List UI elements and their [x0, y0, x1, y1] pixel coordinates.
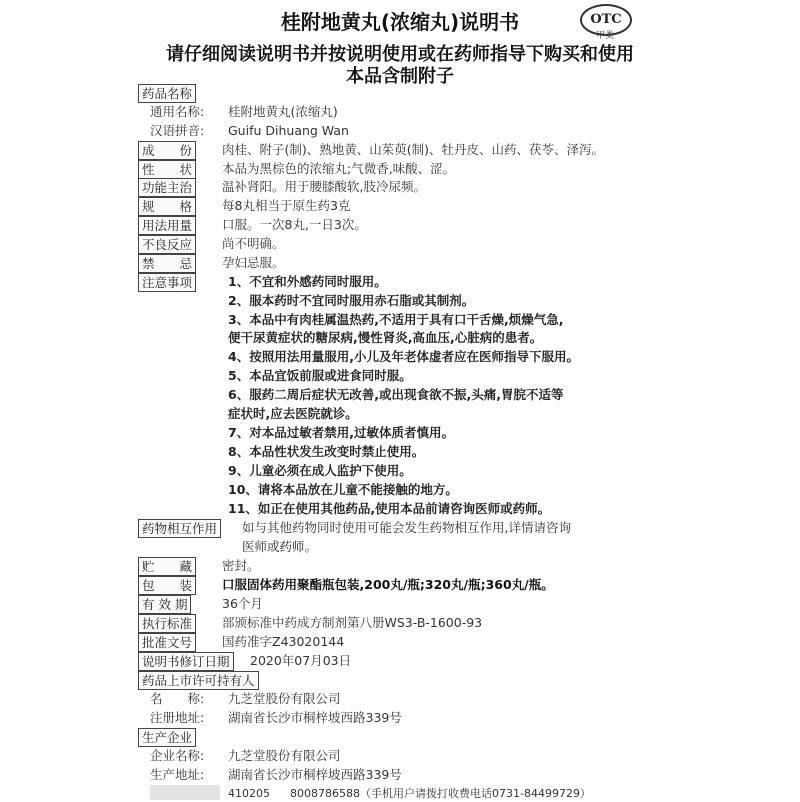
- revision-label: 说明书修订日期: [138, 652, 234, 671]
- common-name-row: [0, 103, 800, 123]
- usage-warning-line: 请仔细阅读说明书并按说明使用或在药师指导下购买和使用: [166, 44, 634, 65]
- precaution-item: 7、对本品过敏者禁用,过敏体质者慎用。: [228, 425, 454, 440]
- package-value: 口服固体药用聚酯瓶包装,200丸/瓶;320丸/瓶;360丸/瓶。: [222, 577, 554, 592]
- precaution-item: 6、服药二周后症状无改善,或出现食欲不振,头痛,胃脘不适等: [228, 387, 564, 402]
- properties-row: [0, 160, 800, 180]
- holder-section: [0, 671, 800, 691]
- indications-value: 温补肾阳。用于腰膝酸软,肢冷尿频。: [222, 179, 426, 194]
- precaution-item: 5、本品宜饭前服或进食同时服。: [228, 368, 412, 383]
- pinyin-row: [0, 122, 800, 142]
- ingredients-value: 肉桂、附子(制)、熟地黄、山茱萸(制)、牡丹皮、山药、茯苓、泽泻。: [222, 142, 605, 157]
- precaution-item: 8、本品性状发生改变时禁止使用。: [228, 444, 425, 459]
- standard-value: 部颁标准中药成方制剂第八册WS3-B-1600-93: [222, 615, 483, 630]
- ingredients-row: [0, 141, 800, 161]
- revision-row: [0, 652, 800, 672]
- approval-label: 批准文号: [138, 633, 196, 652]
- holder-name-row: [0, 690, 800, 710]
- validity-value: 36个月: [222, 596, 263, 611]
- otc-badge: OTC: [580, 4, 632, 36]
- redacted-area: [150, 785, 220, 800]
- storage-label: 贮 藏: [138, 557, 196, 576]
- approval-row: [0, 633, 800, 653]
- manufacturer-section: [0, 728, 800, 748]
- spec-row: [0, 197, 800, 217]
- adverse-row: [0, 235, 800, 255]
- properties-label: 性 状: [138, 160, 196, 179]
- manufacturer-section-label: 生产企业: [138, 728, 196, 747]
- drug-name-section-label: 药品名称: [138, 84, 196, 103]
- precautions-row: [0, 273, 800, 293]
- interaction-value-cont: 医师或药师。: [242, 539, 318, 554]
- precaution-item: 3、本品中有肉桂属温热药,不适用于具有口干舌燥,烦燥气急,: [228, 312, 564, 327]
- indications-label: 功能主治: [138, 178, 196, 197]
- precaution-item: 9、儿童必须在成人监护下使用。: [228, 463, 412, 478]
- holder-name-value: 九芝堂股份有限公司: [228, 691, 341, 706]
- storage-value: 密封。: [222, 558, 260, 573]
- manufacturer-address-value: 湖南省长沙市桐梓坡西路339号: [228, 767, 402, 782]
- precaution-item: 11、如正在使用其他药品,使用本品前请咨询医师或药师。: [228, 501, 551, 516]
- manufacturer-address-label: 生产地址:: [150, 767, 205, 782]
- adverse-value: 尚不明确。: [222, 236, 285, 251]
- pinyin-label: 汉语拼音:: [150, 123, 205, 138]
- approval-value: 国药准字Z43020144: [222, 634, 345, 649]
- storage-row: [0, 557, 800, 577]
- otc-class-label: 甲类: [596, 31, 615, 41]
- manufacturer-name-row: [0, 747, 800, 767]
- standard-label: 执行标准: [138, 614, 196, 633]
- properties-value: 本品为黑棕色的浓缩丸;气微香,味酸、涩。: [222, 161, 456, 176]
- holder-address-value: 湖南省长沙市桐梓坡西路339号: [228, 710, 402, 725]
- document-title: 桂附地黄丸(浓缩丸)说明书: [280, 10, 520, 34]
- contains-aconite-line: 本品含制附子: [346, 66, 454, 87]
- spec-label: 规 格: [138, 197, 196, 216]
- precaution-item: 4、按照用法用量服用,小儿及年老体虚者应在医师指导下服用。: [228, 349, 579, 364]
- usage-row: [0, 216, 800, 236]
- contra-value: 孕妇忌服。: [222, 255, 285, 270]
- precaution-item: 症状时,应去医院就诊。: [228, 406, 358, 421]
- interaction-value: 如与其他药物同时使用可能会发生药物相互作用,详情请咨询: [242, 520, 571, 535]
- validity-label: 有 效 期: [138, 595, 191, 614]
- spec-value: 每8丸相当于原生药3克: [222, 198, 351, 213]
- precaution-item: 2、服本药时不宜同时服用赤石脂或其制剂。: [228, 293, 475, 308]
- precautions-label: 注意事项: [138, 273, 196, 292]
- contra-label: 禁 忌: [138, 254, 196, 273]
- holder-address-row: [0, 709, 800, 729]
- ingredients-label: 成 份: [138, 141, 196, 160]
- holder-name-label: 名 称:: [150, 691, 205, 706]
- usage-label: 用法用量: [138, 216, 196, 235]
- drug-name-section: [0, 84, 800, 104]
- adverse-label: 不良反应: [138, 235, 196, 254]
- phone-1-value: 8008786588（手机用户请拨打收费电话0731-84499729）: [290, 787, 591, 800]
- precaution-item: 便干尿黄症状的糖尿病,慢性肾炎,高血压,心脏病的患者。: [228, 330, 543, 345]
- contra-row: [0, 254, 800, 274]
- manufacturer-name-label: 企业名称:: [150, 748, 205, 763]
- package-label: 包 装: [138, 576, 196, 595]
- postcode-value: 410205: [228, 787, 270, 800]
- usage-value: 口服。一次8丸,一日3次。: [222, 217, 367, 232]
- holder-section-label: 药品上市许可持有人: [138, 671, 259, 690]
- manufacturer-name-value: 九芝堂股份有限公司: [228, 748, 341, 763]
- revision-value: 2020年07月03日: [250, 653, 352, 668]
- common-name-label: 通用名称:: [150, 104, 205, 119]
- precaution-item: 1、不宜和外感药同时服用。: [228, 274, 387, 289]
- pinyin-value: Guifu Dihuang Wan: [228, 123, 349, 138]
- interaction-row: [0, 519, 800, 539]
- standard-row: [0, 614, 800, 634]
- precaution-item: 10、请将本品放在儿童不能接触的地方。: [228, 482, 458, 497]
- common-name-value: 桂附地黄丸(浓缩丸): [228, 104, 338, 119]
- indications-row: [0, 178, 800, 198]
- manufacturer-address-row: [0, 766, 800, 786]
- package-row: [0, 576, 800, 596]
- holder-address-label: 注册地址:: [150, 710, 205, 725]
- validity-row: [0, 595, 800, 615]
- interaction-label: 药物相互作用: [138, 519, 221, 538]
